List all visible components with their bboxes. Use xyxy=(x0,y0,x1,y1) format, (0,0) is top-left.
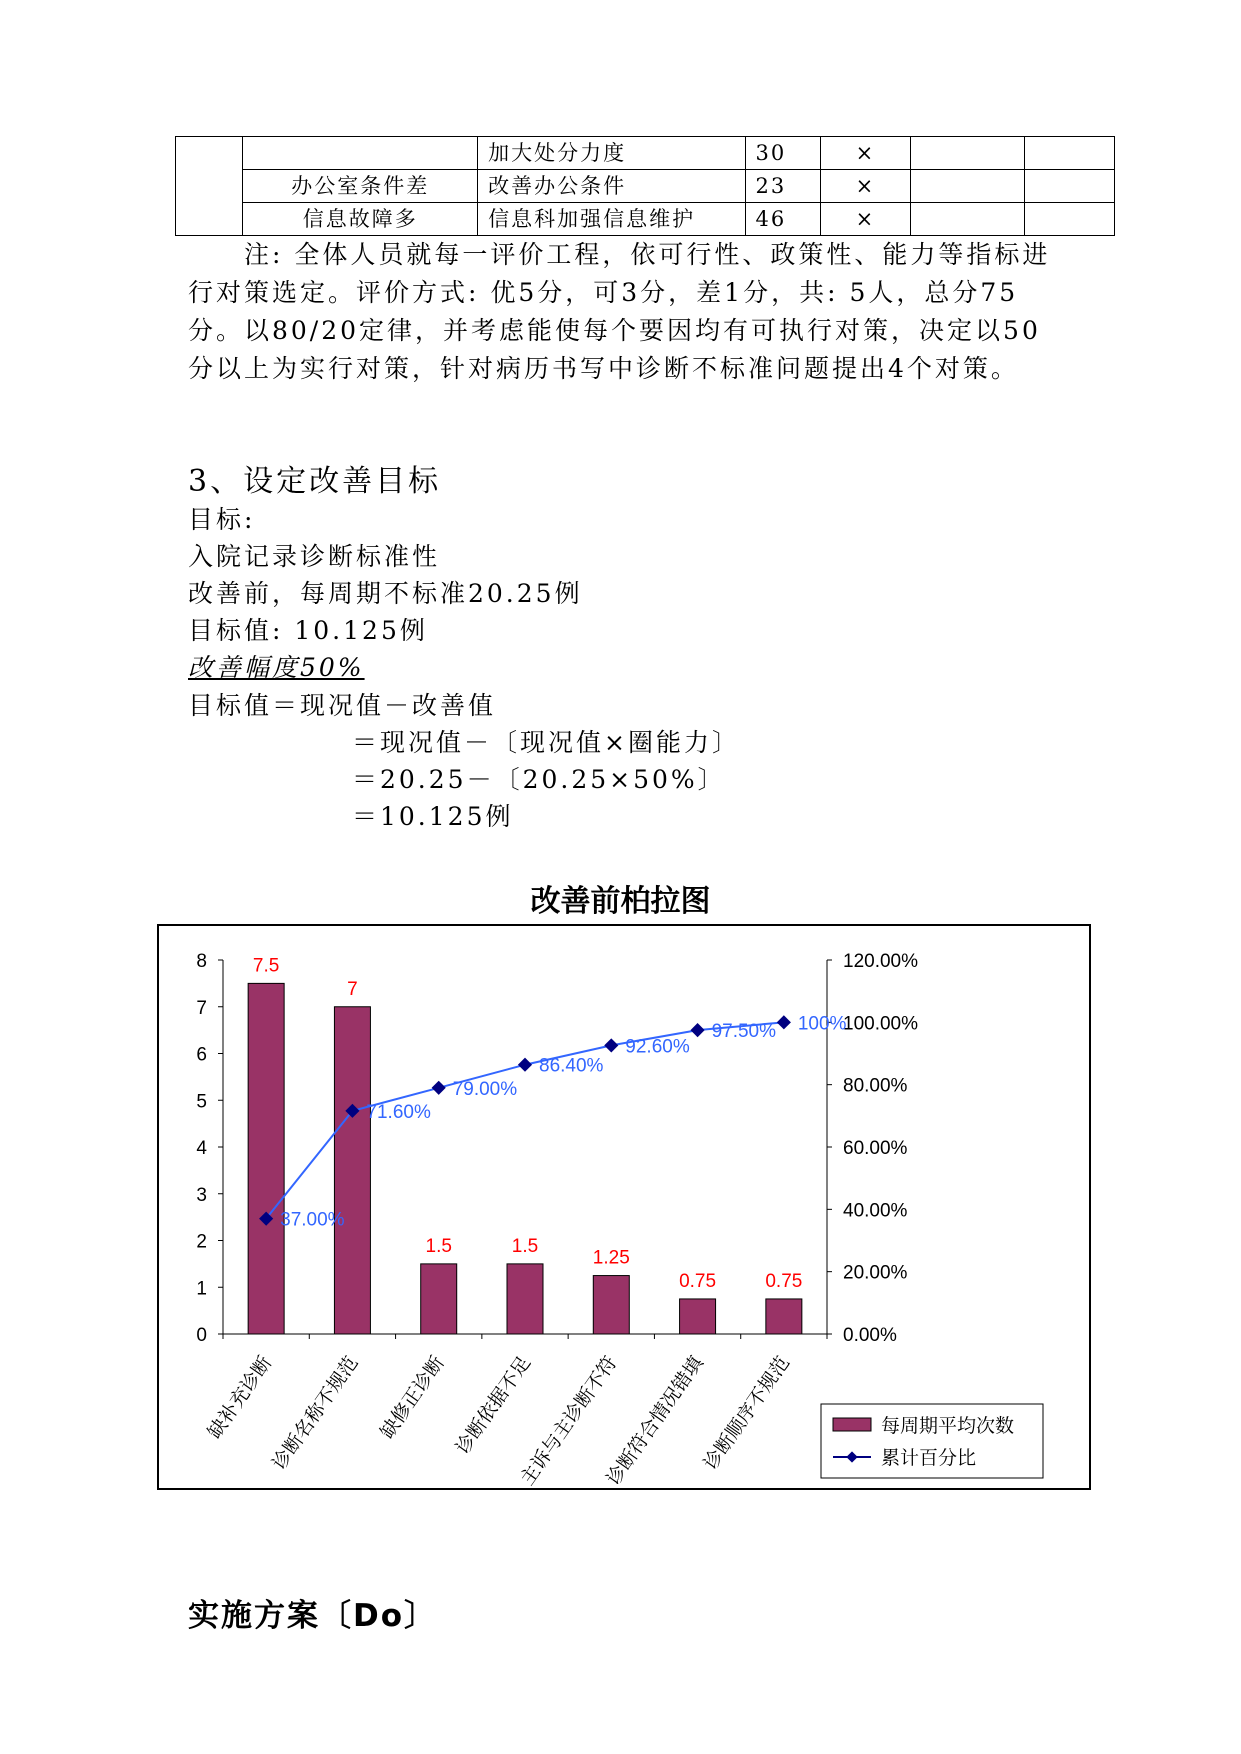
right-tick-label: 60.00% xyxy=(843,1138,908,1159)
cumulative-value-label: 71.60% xyxy=(366,1101,431,1123)
formula-line-3: ＝20.25－〔20.25×50%〕 xyxy=(352,765,726,794)
cumulative-point xyxy=(518,1058,532,1072)
left-tick-label: 0 xyxy=(196,1325,207,1346)
formula-line-2: ＝现况值－〔现况值×圈能力〕 xyxy=(352,728,740,757)
table-cell-measure: 改善办公条件 xyxy=(478,170,745,203)
cumulative-value-label: 100% xyxy=(797,1013,847,1035)
table-cell-cause: 信息故障多 xyxy=(243,203,478,236)
left-tick-label: 4 xyxy=(196,1138,207,1159)
bar-value-label: 0.75 xyxy=(765,1270,803,1292)
table-cell-mark: × xyxy=(821,203,911,236)
bar xyxy=(334,1007,370,1334)
table-row xyxy=(176,137,1115,170)
cumulative-point xyxy=(604,1038,618,1052)
cumulative-value-label: 37.00% xyxy=(280,1209,345,1231)
formula-line-1: 目标值＝现况值－改善值 xyxy=(188,691,497,720)
left-tick-label: 1 xyxy=(196,1278,207,1300)
category-label: 缺补充诊断 xyxy=(203,1352,277,1443)
countermeasure-table xyxy=(175,136,1115,236)
pareto-chart-svg xyxy=(159,926,1093,1492)
left-tick-label: 7 xyxy=(196,997,207,1019)
table-cell-mark: × xyxy=(821,137,911,170)
formula-line-4: ＝10.125例 xyxy=(352,802,514,831)
table-cell-score: 46 xyxy=(745,203,821,236)
bar xyxy=(421,1264,457,1334)
target-value-text: 目标值: 10.125例 xyxy=(188,616,428,645)
cumulative-value-label: 86.40% xyxy=(539,1055,604,1077)
note-paragraph: 注: 全体人员就每一评价工程，依可行性、政策性、能力等指标进行对策选定。评价方式: 优5分，可3分，差1分，共: 5人，总分75分。以80/20定律，并考虑能使每个要因均有可执行对策，决定以50分以上为实行对策，针对病历书写中诊断不标准问题提出4个对策。 xyxy=(188,240,1051,383)
improvement-range-text: 改善幅度50% xyxy=(188,653,365,682)
legend-bar-swatch xyxy=(833,1418,871,1431)
bar xyxy=(593,1276,629,1334)
table-cell-cause: 办公室条件差 xyxy=(243,170,478,203)
bar xyxy=(248,983,284,1334)
goal-label: 目标: xyxy=(188,505,256,534)
category-label: 主诉与主诊断不符 xyxy=(516,1352,622,1490)
left-tick-label: 5 xyxy=(196,1091,207,1113)
right-tick-label: 20.00% xyxy=(843,1262,908,1284)
bar-value-label: 0.75 xyxy=(679,1270,717,1292)
category-label: 诊断符合情况错填 xyxy=(602,1352,708,1490)
baseline-text: 改善前，每周期不标准20.25例 xyxy=(188,579,583,608)
chart-title: 改善前柏拉图 xyxy=(530,884,711,919)
right-tick-label: 40.00% xyxy=(843,1200,908,1222)
table-cell-empty xyxy=(1025,203,1115,236)
table-cell-empty xyxy=(910,203,1024,236)
bar-value-label: 7.5 xyxy=(252,955,280,977)
bar-value-label: 1.25 xyxy=(592,1247,630,1269)
bar-value-label: 1.5 xyxy=(511,1235,539,1257)
right-tick-label: 120.00% xyxy=(843,951,919,972)
section-heading: 3、设定改善目标 xyxy=(188,464,442,499)
bar-value-label: 1.5 xyxy=(425,1235,452,1257)
table-cell-measure: 信息科加强信息维护 xyxy=(478,203,745,236)
legend-bar-label: 每周期平均次数 xyxy=(881,1415,1015,1437)
left-tick-label: 8 xyxy=(196,951,207,972)
category-label: 诊断名称不规范 xyxy=(268,1352,363,1474)
left-tick-label: 6 xyxy=(196,1044,207,1066)
left-tick-label: 3 xyxy=(196,1184,207,1206)
do-heading: 实施方案〔Do〕 xyxy=(188,1598,438,1634)
table-row xyxy=(176,170,1115,203)
table-row xyxy=(176,203,1115,236)
table-cell-empty xyxy=(910,137,1024,170)
legend-line-label: 累计百分比 xyxy=(881,1447,977,1469)
table-cell-score: 30 xyxy=(745,137,821,170)
cumulative-value-label: 79.00% xyxy=(452,1078,518,1100)
left-tick-label: 2 xyxy=(196,1231,207,1253)
table-cell-cause xyxy=(243,137,478,170)
right-tick-label: 100.00% xyxy=(843,1013,919,1035)
cumulative-point xyxy=(432,1081,446,1095)
table-cell-mark: × xyxy=(821,170,911,203)
right-tick-label: 80.00% xyxy=(843,1075,908,1097)
goal-item: 入院记录诊断标准性 xyxy=(188,542,441,571)
cumulative-point xyxy=(691,1023,705,1037)
bar xyxy=(680,1299,716,1334)
table-cell-merged xyxy=(176,137,243,236)
bar-value-label: 7 xyxy=(347,978,358,1000)
table-cell-empty xyxy=(910,170,1024,203)
bar xyxy=(507,1264,543,1334)
cumulative-point xyxy=(777,1015,791,1029)
right-tick-label: 0.00% xyxy=(843,1325,897,1346)
table-cell-empty xyxy=(1025,137,1115,170)
category-label: 缺修正诊断 xyxy=(376,1352,449,1443)
cumulative-value-label: 97.50% xyxy=(711,1021,777,1043)
category-label: 诊断顺序不规范 xyxy=(699,1352,794,1474)
bar xyxy=(766,1299,802,1334)
table-cell-empty xyxy=(1025,170,1115,203)
table-cell-measure: 加大处分力度 xyxy=(478,137,745,170)
pareto-chart xyxy=(157,924,1091,1490)
category-label: 诊断依据不足 xyxy=(451,1352,536,1459)
table-cell-score: 23 xyxy=(745,170,821,203)
cumulative-value-label: 92.60% xyxy=(625,1036,690,1058)
